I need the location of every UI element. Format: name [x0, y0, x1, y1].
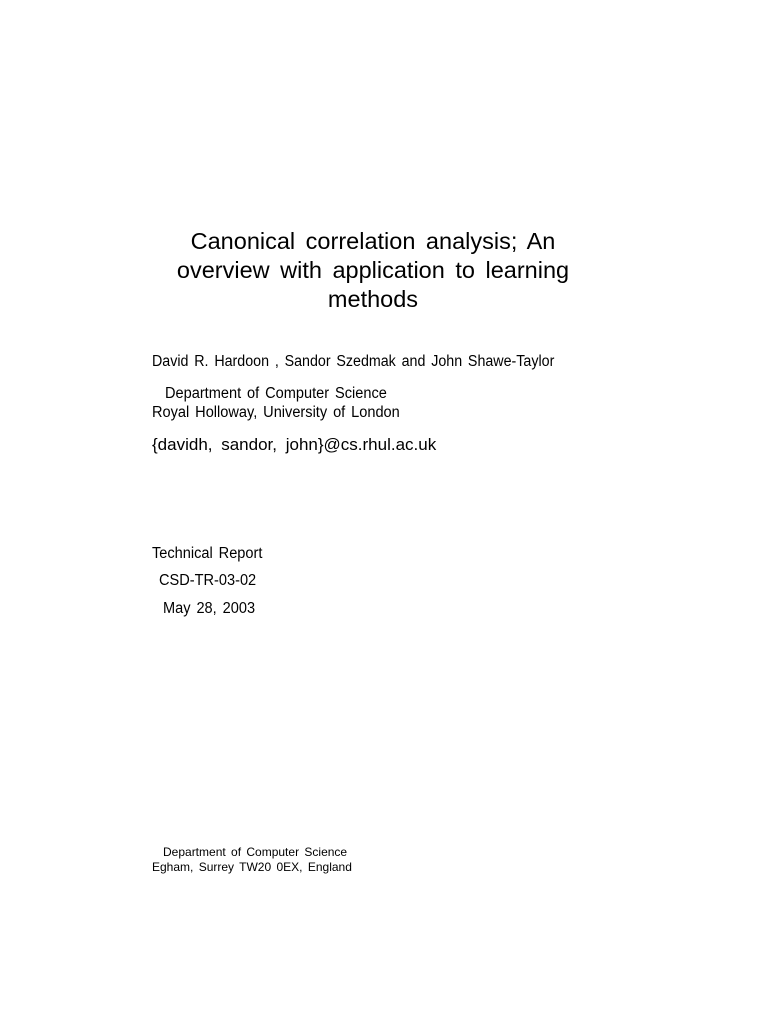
- report-id: CSD-TR-03-02: [159, 572, 257, 589]
- document-title: [150, 227, 596, 314]
- department-name: Department of Computer Science: [165, 385, 387, 402]
- author-list: David R. Hardoon , Sandor Szedmak and John Shawe-Taylor: [152, 353, 555, 370]
- university-name: Royal Holloway, University of London: [152, 404, 400, 421]
- author-emails: {davidh, sandor, john}@cs.rhul.ac.uk: [152, 435, 437, 454]
- report-type: Technical Report: [152, 545, 263, 562]
- title-line-3: methods: [327, 286, 419, 312]
- title-line-2: overview with application to learning: [176, 257, 570, 283]
- footer-department: Department of Computer Science: [163, 845, 348, 859]
- footer-address: Egham, Surrey TW20 0EX, England: [152, 860, 352, 874]
- report-date: May 28, 2003: [163, 600, 256, 617]
- title-line-1: Canonical correlation analysis; An: [190, 228, 556, 254]
